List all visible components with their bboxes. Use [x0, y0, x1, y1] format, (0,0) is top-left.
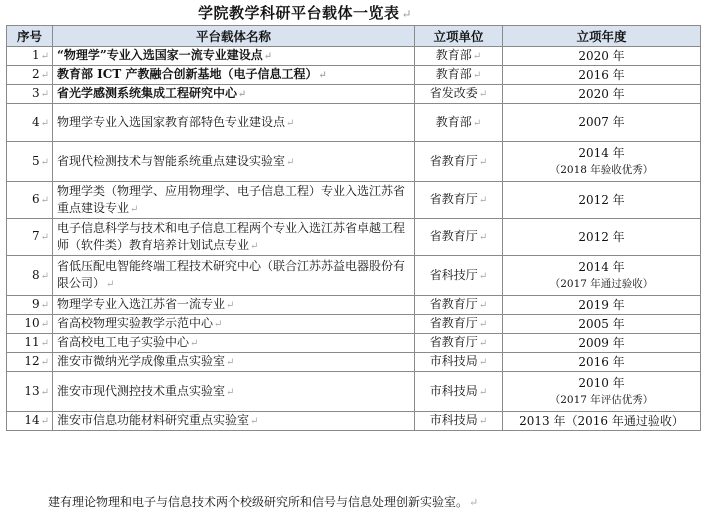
- header-year: 立项年度: [503, 26, 701, 47]
- row-unit: [415, 334, 503, 353]
- row-index-text: 9: [31, 297, 40, 311]
- year-text: 2014 年: [578, 259, 625, 274]
- year-text: 2007 年: [578, 115, 625, 129]
- row-year: [503, 334, 701, 353]
- unit-text: 市科技局: [429, 413, 478, 427]
- row-unit: [415, 66, 503, 85]
- platform-name-text: 教育部 ICT 产教融合创新基地（电子信息工程）: [57, 67, 318, 81]
- row-index-text: 14: [24, 413, 40, 427]
- table-row: [7, 219, 701, 256]
- cell-mark-icon: ↵: [478, 195, 488, 206]
- cell-mark-icon: ↵: [478, 319, 488, 330]
- cell-mark-icon: ↵: [190, 338, 199, 349]
- row-platform-name: [53, 66, 415, 85]
- platform-table: [6, 25, 701, 431]
- row-index: [7, 256, 53, 296]
- cell-mark-icon: ↵: [472, 51, 482, 62]
- row-index: [7, 219, 53, 256]
- platform-name-text: 物理学专业入选国家教育部特色专业建设点: [57, 114, 286, 129]
- row-year: [503, 47, 701, 66]
- year-text: 2013 年（2016 年通过验收）: [519, 413, 684, 428]
- table-row: [7, 182, 701, 219]
- table-row: [7, 256, 701, 296]
- row-unit: [415, 315, 503, 334]
- table-row: [7, 66, 701, 85]
- table-row: [7, 85, 701, 104]
- row-index-text: 12: [24, 354, 40, 368]
- platform-name-text: 省低压配电智能终端工程技术研究中心（联合江苏苏益电器股份有限公司）: [57, 259, 406, 290]
- title-text: 学院教学科研平台载体一览表: [197, 4, 400, 22]
- table-title: [0, 2, 610, 23]
- cell-mark-icon: ↵: [263, 51, 273, 62]
- unit-text: 省教育厅: [429, 229, 478, 243]
- cell-mark-icon: ↵: [40, 232, 49, 243]
- cell-mark-icon: ↵: [40, 195, 49, 206]
- platform-name-text: 淮安市现代测控技术重点实验室: [57, 383, 226, 398]
- paragraph-mark-icon: ↵: [401, 7, 413, 21]
- table-row: [7, 353, 701, 372]
- row-unit: [415, 47, 503, 66]
- cell-mark-icon: ↵: [478, 416, 488, 427]
- row-unit: [415, 219, 503, 256]
- cell-mark-icon: ↵: [286, 117, 295, 129]
- table-row: [7, 296, 701, 315]
- cell-mark-icon: ↵: [130, 203, 139, 215]
- row-unit: [415, 412, 503, 431]
- row-index: [7, 47, 53, 66]
- header-name: 平台载体名称: [53, 26, 415, 47]
- year-text: 2016 年: [578, 67, 625, 82]
- row-year: [503, 296, 701, 315]
- row-index: [7, 104, 53, 142]
- unit-text: 省教育厅: [429, 316, 478, 330]
- row-year: [503, 66, 701, 85]
- row-index: [7, 85, 53, 104]
- cell-mark-icon: ↵: [214, 319, 223, 330]
- table-row: [7, 142, 701, 182]
- cell-mark-icon: ↵: [40, 338, 49, 349]
- year-text: 2020 年: [578, 48, 625, 63]
- row-year: [503, 85, 701, 104]
- row-index-text: 7: [31, 229, 40, 243]
- row-index-text: 3: [31, 86, 40, 100]
- platform-name-text: 物理学类（物理学、应用物理学、电子信息工程）专业入选江苏省重点建设专业: [57, 183, 406, 215]
- cell-mark-icon: ↵: [106, 279, 115, 290]
- row-index-text: 13: [24, 383, 40, 398]
- table-body: [7, 47, 701, 431]
- cell-mark-icon: ↵: [226, 357, 235, 368]
- row-index: [7, 372, 53, 412]
- year-note: （2017 年评估优秀）: [549, 393, 654, 406]
- cell-mark-icon: ↵: [478, 156, 488, 168]
- cell-mark-icon: ↵: [40, 319, 49, 330]
- row-platform-name: [53, 334, 415, 353]
- cell-mark-icon: ↵: [40, 270, 49, 282]
- row-index-text: 6: [31, 192, 40, 206]
- row-index: [7, 142, 53, 182]
- table-row: [7, 334, 701, 353]
- row-year: [503, 219, 701, 256]
- row-platform-name: [53, 372, 415, 412]
- unit-text: 市科技局: [429, 354, 478, 368]
- year-text: 2010 年: [578, 375, 625, 390]
- row-year: [503, 412, 701, 431]
- cell-mark-icon: ↵: [40, 51, 49, 62]
- platform-name-text: 电子信息科学与技术和电子信息工程两个专业入选江苏省卓越工程师（软件类）教育培养计划试点专业: [57, 220, 406, 252]
- cell-mark-icon: ↵: [318, 70, 327, 81]
- row-index-text: 5: [31, 153, 40, 168]
- header-index: 序号: [7, 26, 53, 47]
- platform-name-text: 省高校物理实验教学示范中心: [57, 316, 214, 330]
- row-platform-name: [53, 315, 415, 334]
- row-index: [7, 353, 53, 372]
- year-text: 2012 年: [578, 192, 625, 207]
- cell-mark-icon: ↵: [250, 240, 259, 252]
- year-text: 2020 年: [578, 86, 625, 101]
- footnote-text: 建有理论物理和电子与信息技术两个校级研究所和信号与信息处理创新实验室。: [48, 495, 469, 509]
- platform-name-text: 省现代检测技术与智能系统重点建设实验室: [57, 153, 286, 168]
- row-index-text: 11: [24, 335, 40, 349]
- cell-mark-icon: ↵: [472, 117, 482, 129]
- cell-mark-icon: ↵: [40, 89, 49, 100]
- row-index-text: 1: [31, 48, 40, 62]
- row-platform-name: [53, 104, 415, 142]
- row-platform-name: [53, 296, 415, 315]
- cell-mark-icon: ↵: [472, 70, 482, 81]
- row-unit: [415, 353, 503, 372]
- row-unit: [415, 182, 503, 219]
- header-unit: 立项单位: [415, 26, 503, 47]
- row-index: [7, 412, 53, 431]
- unit-text: 省科技厅: [429, 267, 478, 282]
- cell-mark-icon: ↵: [286, 156, 295, 168]
- row-year: [503, 182, 701, 219]
- row-year: [503, 256, 701, 296]
- row-unit: [415, 256, 503, 296]
- cell-mark-icon: ↵: [226, 386, 235, 398]
- year-text: 2016 年: [578, 354, 625, 369]
- row-index: [7, 296, 53, 315]
- row-platform-name: [53, 353, 415, 372]
- paragraph-mark-icon: ↵: [469, 496, 479, 509]
- cell-mark-icon: ↵: [478, 338, 488, 349]
- row-year: [503, 142, 701, 182]
- row-year: [503, 372, 701, 412]
- platform-name-text: 物理学专业入选江苏省一流专业: [57, 297, 226, 311]
- cell-mark-icon: ↵: [40, 156, 49, 168]
- cell-mark-icon: ↵: [478, 300, 488, 311]
- platform-name-text: “物理学”专业入选国家一流专业建设点: [57, 48, 263, 62]
- unit-text: 教育部: [435, 114, 472, 129]
- row-index: [7, 334, 53, 353]
- table-row: [7, 372, 701, 412]
- row-index: [7, 182, 53, 219]
- row-index: [7, 66, 53, 85]
- row-index: [7, 315, 53, 334]
- cell-mark-icon: ↵: [40, 300, 49, 311]
- row-index-text: 4: [31, 114, 40, 129]
- header-row: [7, 26, 701, 47]
- year-text: 2019 年: [578, 297, 625, 312]
- row-platform-name: [53, 47, 415, 66]
- row-unit: [415, 142, 503, 182]
- cell-mark-icon: ↵: [238, 89, 247, 100]
- cell-mark-icon: ↵: [40, 386, 49, 398]
- row-platform-name: [53, 85, 415, 104]
- row-index-text: 8: [31, 267, 40, 282]
- year-text: 2005 年: [578, 316, 625, 331]
- unit-text: 省发改委: [429, 86, 478, 100]
- unit-text: 省教育厅: [429, 297, 478, 311]
- cell-mark-icon: ↵: [478, 386, 488, 398]
- platform-name-text: 淮安市信息功能材料研究重点实验室: [57, 413, 250, 427]
- unit-text: 省教育厅: [429, 192, 478, 206]
- row-index-text: 10: [24, 316, 40, 330]
- table-row: [7, 412, 701, 431]
- row-unit: [415, 372, 503, 412]
- row-platform-name: [53, 412, 415, 431]
- row-index-text: 2: [31, 67, 40, 81]
- cell-mark-icon: ↵: [250, 416, 259, 427]
- unit-text: 教育部: [435, 67, 472, 81]
- unit-text: 市科技局: [429, 383, 478, 398]
- cell-mark-icon: ↵: [40, 70, 49, 81]
- row-unit: [415, 296, 503, 315]
- row-unit: [415, 104, 503, 142]
- year-text: 2012 年: [578, 229, 625, 244]
- year-text: 2009 年: [578, 335, 625, 350]
- table-row: [7, 315, 701, 334]
- platform-name-text: 省光学感测系统集成工程研究中心: [57, 86, 238, 100]
- cell-mark-icon: ↵: [40, 117, 49, 129]
- row-platform-name: [53, 219, 415, 256]
- cell-mark-icon: ↵: [478, 232, 488, 243]
- row-unit: [415, 85, 503, 104]
- platform-name-text: 省高校电工电子实验中心: [57, 335, 190, 349]
- cell-mark-icon: ↵: [478, 270, 488, 282]
- year-note: （2017 年通过验收）: [549, 277, 654, 290]
- row-year: [503, 104, 701, 142]
- row-year: [503, 353, 701, 372]
- unit-text: 教育部: [435, 48, 472, 62]
- cell-mark-icon: ↵: [226, 300, 235, 311]
- cell-mark-icon: ↵: [478, 357, 488, 368]
- year-note: （2018 年验收优秀）: [549, 163, 654, 176]
- cell-mark-icon: ↵: [478, 89, 488, 100]
- row-platform-name: [53, 142, 415, 182]
- table-row: [7, 47, 701, 66]
- cell-mark-icon: ↵: [40, 357, 49, 368]
- unit-text: 省教育厅: [429, 335, 478, 349]
- row-platform-name: [53, 182, 415, 219]
- row-year: [503, 315, 701, 334]
- unit-text: 省教育厅: [429, 153, 478, 168]
- table-row: [7, 104, 701, 142]
- row-platform-name: [53, 256, 415, 296]
- year-text: 2014 年: [578, 145, 625, 160]
- cell-mark-icon: ↵: [40, 416, 49, 427]
- platform-name-text: 淮安市微纳光学成像重点实验室: [57, 354, 226, 368]
- footnote: [48, 493, 478, 510]
